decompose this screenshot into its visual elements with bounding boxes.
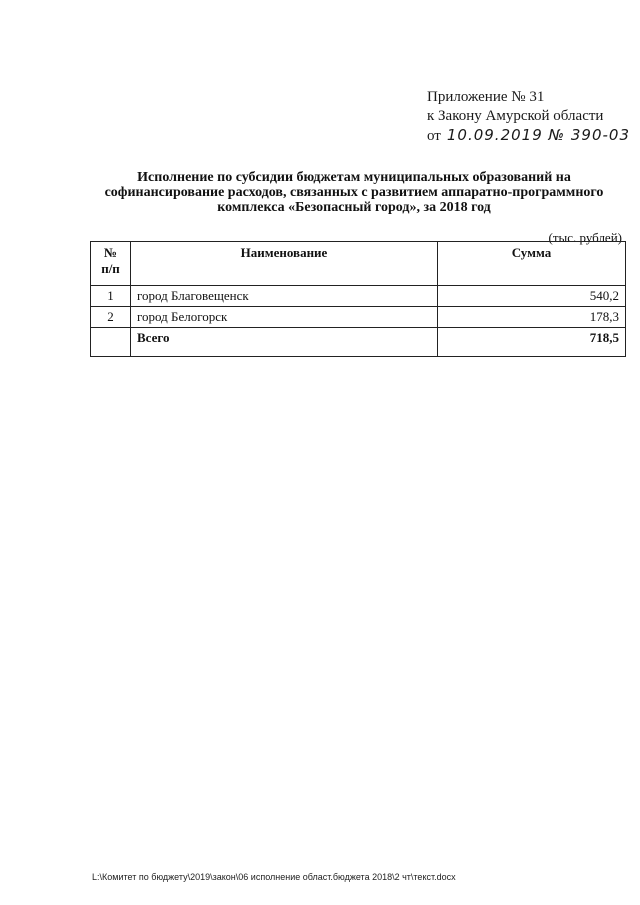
header-number: № п/п — [91, 242, 131, 286]
appendix-number: Приложение № 31 — [427, 89, 545, 105]
total-number-cell — [91, 328, 131, 357]
handwritten-date-number: 10.09.2019 № 390-03 — [446, 126, 631, 144]
appendix-block — [427, 88, 630, 146]
total-label: Всего — [131, 328, 438, 357]
document-title: Исполнение по субсидии бюджетам муниципальных образований на софинансирование расходов, связанных с развитием аппаратно-программного комплекса «Безопасный город», за 2018 год — [104, 170, 604, 215]
table-total-row — [91, 328, 626, 357]
appendix-law-reference: к Закону Амурской области — [427, 108, 604, 124]
table-header-row — [91, 242, 626, 286]
row-sum: 540,2 — [438, 286, 626, 307]
row-name: город Благовещенск — [131, 286, 438, 307]
header-sum: Сумма — [438, 242, 626, 286]
units-label: (тыс. рублей) — [548, 230, 622, 245]
appendix-date-line — [427, 126, 630, 146]
table-row — [91, 286, 626, 307]
row-number: 2 — [91, 307, 131, 328]
table-row — [91, 307, 626, 328]
file-path-footer: L:\Комитет по бюджету\2019\закон\06 исполнение област.бюджета 2018\2 чт\текст.docx — [92, 872, 456, 882]
total-sum: 718,5 — [438, 328, 626, 357]
row-name: город Белогорск — [131, 307, 438, 328]
row-number: 1 — [91, 286, 131, 307]
row-sum: 178,3 — [438, 307, 626, 328]
subsidy-table — [90, 241, 626, 357]
appendix-date-prefix: от — [427, 128, 441, 144]
header-name: Наименование — [131, 242, 438, 286]
